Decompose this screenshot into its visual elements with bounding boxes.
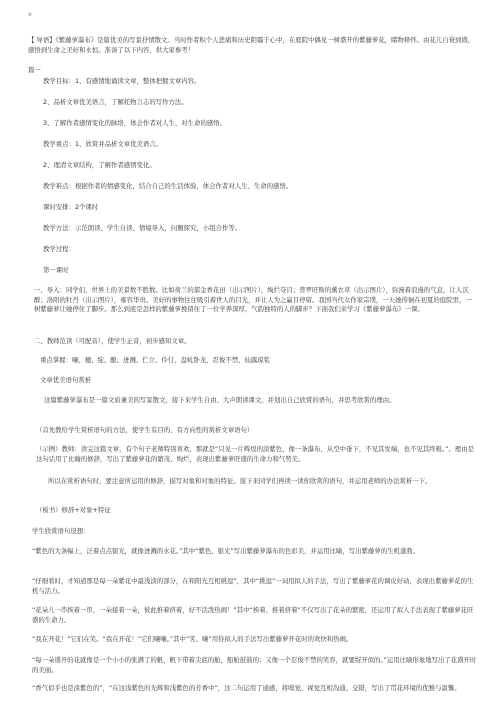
blackboard-formula: （板书）修辞+对象+特征 — [36, 506, 111, 514]
class-hours: 课时安排：2个课时 — [43, 203, 99, 211]
student-idea-3: “花朵儿一串挨着一串，一朵接着一朵，彼此推着挤着，好不活泼热闹！”其中“挨着、推着挤着”不仅写出了花朵的繁密，还运用了拟人手法表现了紫藤萝花旺盛的生命力。 — [32, 606, 474, 624]
page-corner-mark: ¤ — [28, 11, 32, 18]
key-point-1: 教学重点：1、欣赏并品析文章优美语言。 — [43, 140, 163, 148]
student-idea-1: “紫色的大条幅上，泛着点点银光，就像迸溅的水花。”其中“紫色、银光”写出紫藤萝瀑布的色彩美，并运用比喻，写出紫藤萝的生机蓬勃。 — [32, 547, 420, 555]
teaching-process: 教学过程： — [43, 245, 75, 253]
key-vocabulary: 重点掌握：嚷、穗、绽、酿、迸溅、伫立、伶仃、盘虬卧龙、忍俊不禁、仙露琼浆 — [40, 356, 271, 364]
step-teacher-reading: 二、教师范读（可配音），使学生正音，初步感知文章。 — [34, 337, 191, 345]
section-heading: 篇一 — [28, 66, 41, 74]
student-ideas-heading: 学生欣赏语句设想： — [32, 527, 90, 535]
teacher-example: （示例）教师：读完这篇文章，有个句子老师特别喜欢，那就是“只见一片辉煌的淡紫色，像一条瀑布，从空中垂下，不见其发端，也不见其终极。”。理由是这句话用了比喻的修辞，写出了紫藤萝花的繁茂、绚烂，表现出紫藤萝旺盛的生命力和气势美。 — [36, 445, 474, 463]
method-note: （首先教给学生赏析语句的方法，使学生有目的、有方向性的赏析文章语句） — [36, 426, 254, 434]
intro-paragraph: 【 导语】《紫藤萝瀑布》是篇优美的写景抒情散文。当时作者积个人悲痛和历史阴霾于心中，在庭院中偶见一树盛开的紫藤萝花，睹物释怀。由花儿自衰到盛，感悟到生命之美好和永恒。准备了以下内容，供大家参考！ — [28, 36, 475, 54]
student-idea-2: “仔细看时，才知道那是每一朵紫花中最浅淡的部分，在和阳光互相挑逗”，其中“挑逗”一词用拟人的手法，写出了紫藤萝花的调皮好动，表现出紫藤萝花的生机与活力。 — [32, 577, 474, 595]
appreciation-method: 所以在赏析语句时，要注意所运用的修辞，描写对象和对象的特征。接下来同学们再读一读你欣赏的语句，并运用老师的办法赏析一下。 — [48, 477, 432, 485]
teaching-goal-3: 3、了解作者感情变化的脉络，体会作者对人生、对生命的感悟。 — [43, 119, 227, 127]
teaching-goal-2: 2、品析文章优美语言，了解托物言志的写作方法。 — [43, 98, 188, 106]
difficulty: 教学难点：根据作者的情感变化，结合自己的生活体验，体会作者对人生、生命的感悟。 — [43, 182, 293, 190]
teaching-methods: 教学方法：示范朗读、学生自读、情境导入，问题探究，小组合作等。 — [43, 224, 242, 232]
step-introduction: 一、导入：同学们，世界上的美景数不胜数。比如荷兰的郁金香花田（出示图片），绚烂夺目；普罗旺斯的薰衣草（出示图片），弥漫着浪漫的气息，让人沉醉；洛阳的牡丹（出示图片），雍容华贵。美好的事物往往吸引着世人的目光，并让人为之赢目停留。我国当代女作家宗璞，一天她徘徊在初夏的庭院里，一树紫藤萝让她停住了脚步。那么到底是怎样的紫藤萝挽留住了一位学养深厚，气韵独特的人的脚步？下面我们来学习《紫藤萝瀑布》一课。 — [34, 286, 472, 314]
appreciation-instruction: 这篇紫藤萝瀑布是一篇文质兼美的写景散文，接下来学生自由、大声朗读课文，并划出自己欣赏的语句，并思考欣赏的理由。 — [44, 396, 396, 404]
student-idea-6: “香气似乎也是淡紫色的”，“在这浅紫色的光辉和浅紫色的芳香中”，这二句运用了通感，将嗅觉、视觉互相沟通、交错，写出了贯花环境的优雅与温馨。 — [32, 684, 461, 692]
first-lesson: 第一课时 — [43, 266, 69, 274]
student-idea-4: “我在开花！”它们在笑。“我在开花！”它们嚷嚷。”其中“笑、嚷”用你拟人的手法写出紫藤萝开花时的欢快和热闹。 — [32, 635, 353, 643]
key-point-2: 2、理清文章结构，了解作者感情变化。 — [43, 161, 156, 169]
sentence-appreciation-heading: 文章优美语句赏析 — [40, 376, 92, 384]
student-idea-5: “每一朵盛开的花就像是一个小小的张满了的帆，帆下带着尖底的舱，船舱鼓鼓的；又像一个忍俊不禁的笑容，就要绽开似的。”运用比喻形象地写出了花盛开时的美丽。 — [32, 656, 477, 674]
teaching-goal-1: 教学目标：1、有感情地诵读文章，整体把握文章内容。 — [43, 77, 201, 85]
